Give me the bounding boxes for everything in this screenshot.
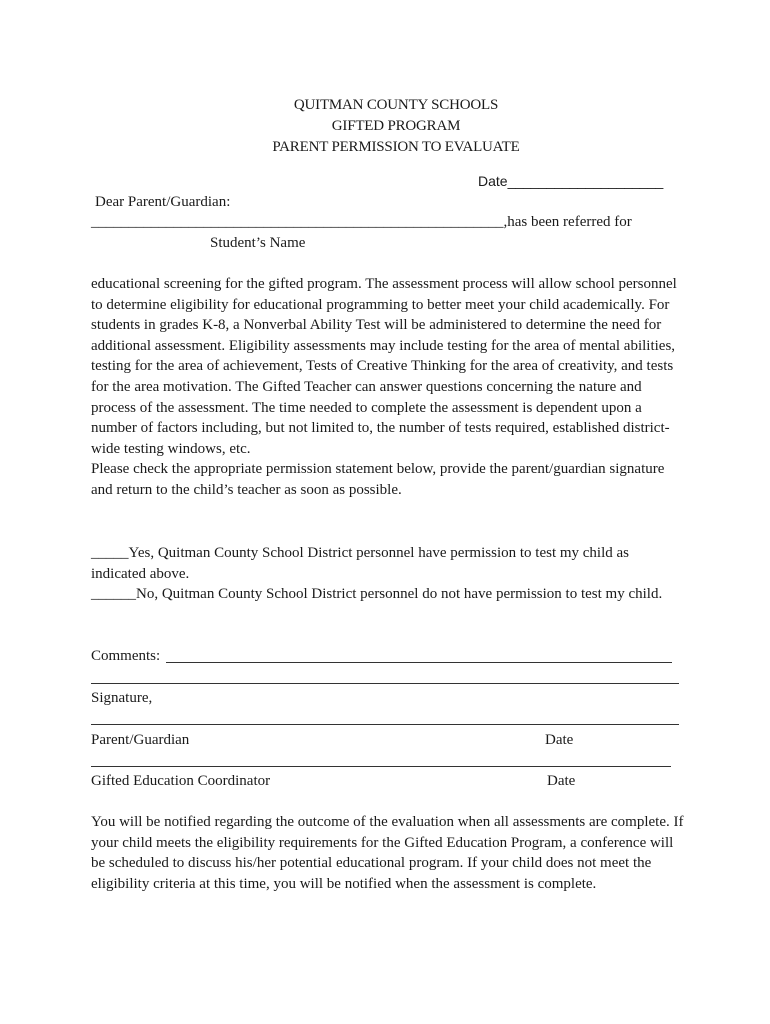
parent-signature-line[interactable] [91, 724, 679, 725]
comments-line-2[interactable] [91, 683, 679, 684]
student-name-blank[interactable]: _______________________________________________________ [91, 214, 504, 230]
closing-paragraph: You will be notified regarding the outcome of the evaluation when all assessments are complete. If your child meets the eligibility requirements for the Gifted Education Program, a conference will be scheduled to discuss his/her potential educational program. If your child does not meet the eligibility criteria at this time, you will be notified when the assessment is complete. [91, 814, 684, 892]
comments-label: Comments: [91, 648, 161, 664]
referral-line [91, 212, 681, 233]
parent-guardian-label: Parent/Guardian [91, 732, 190, 748]
no-check-blank[interactable]: ______ [91, 586, 136, 602]
assessment-paragraph: educational screening for the gifted program. The assessment process will allow school personnel to determine eligibility for educational programming to better meet your child academically. For students in grades K-8, a Nonverbal Ability Test will be administered to determine the need for additional assessment. Eligibility assessments may include testing for the area of mental abilities, testing for the area of achievement, Tests of Creative Thinking for the area of creativity, and tests for the area motivation. The Gifted Teacher can answer questions concerning the nature and process of the assessment. The time needed to complete the assessment is dependent upon a number of factors including, but not limited to, the number of tests required, established district-wide testing windows, etc. [91, 276, 677, 457]
instruction-paragraph: Please check the appropriate permission statement below, provide the parent/guardian signature and return to the child’s teacher as soon as possible. [91, 461, 665, 498]
comments-line-1[interactable] [166, 662, 672, 663]
form-header [0, 95, 770, 158]
signature-label: Signature, [91, 690, 153, 706]
program-name: GIFTED PROGRAM [331, 118, 461, 134]
yes-check-blank[interactable]: _____ [91, 545, 129, 561]
no-permission-text: No, Quitman County School District personnel do not have permission to test my child. [136, 586, 663, 602]
no-permission-option [91, 584, 683, 605]
coordinator-label: Gifted Education Coordinator [91, 773, 271, 789]
body-text [91, 274, 683, 501]
yes-permission-text: Yes, Quitman County School District personnel have permission to test my child as indicated above. [91, 545, 630, 582]
yes-permission-option [91, 543, 683, 584]
student-name-caption: Student’s Name [210, 235, 306, 251]
date-field[interactable]: Date____________________ [478, 173, 664, 189]
parent-date-label: Date [545, 732, 574, 748]
referral-text: ,has been referred for [503, 214, 632, 230]
coordinator-date-label: Date [547, 773, 576, 789]
salutation: Dear Parent/Guardian: [95, 194, 231, 210]
form-title: PARENT PERMISSION TO EVALUATE [272, 139, 520, 155]
coordinator-signature-line[interactable] [91, 766, 671, 767]
district-name: QUITMAN COUNTY SCHOOLS [293, 97, 499, 113]
